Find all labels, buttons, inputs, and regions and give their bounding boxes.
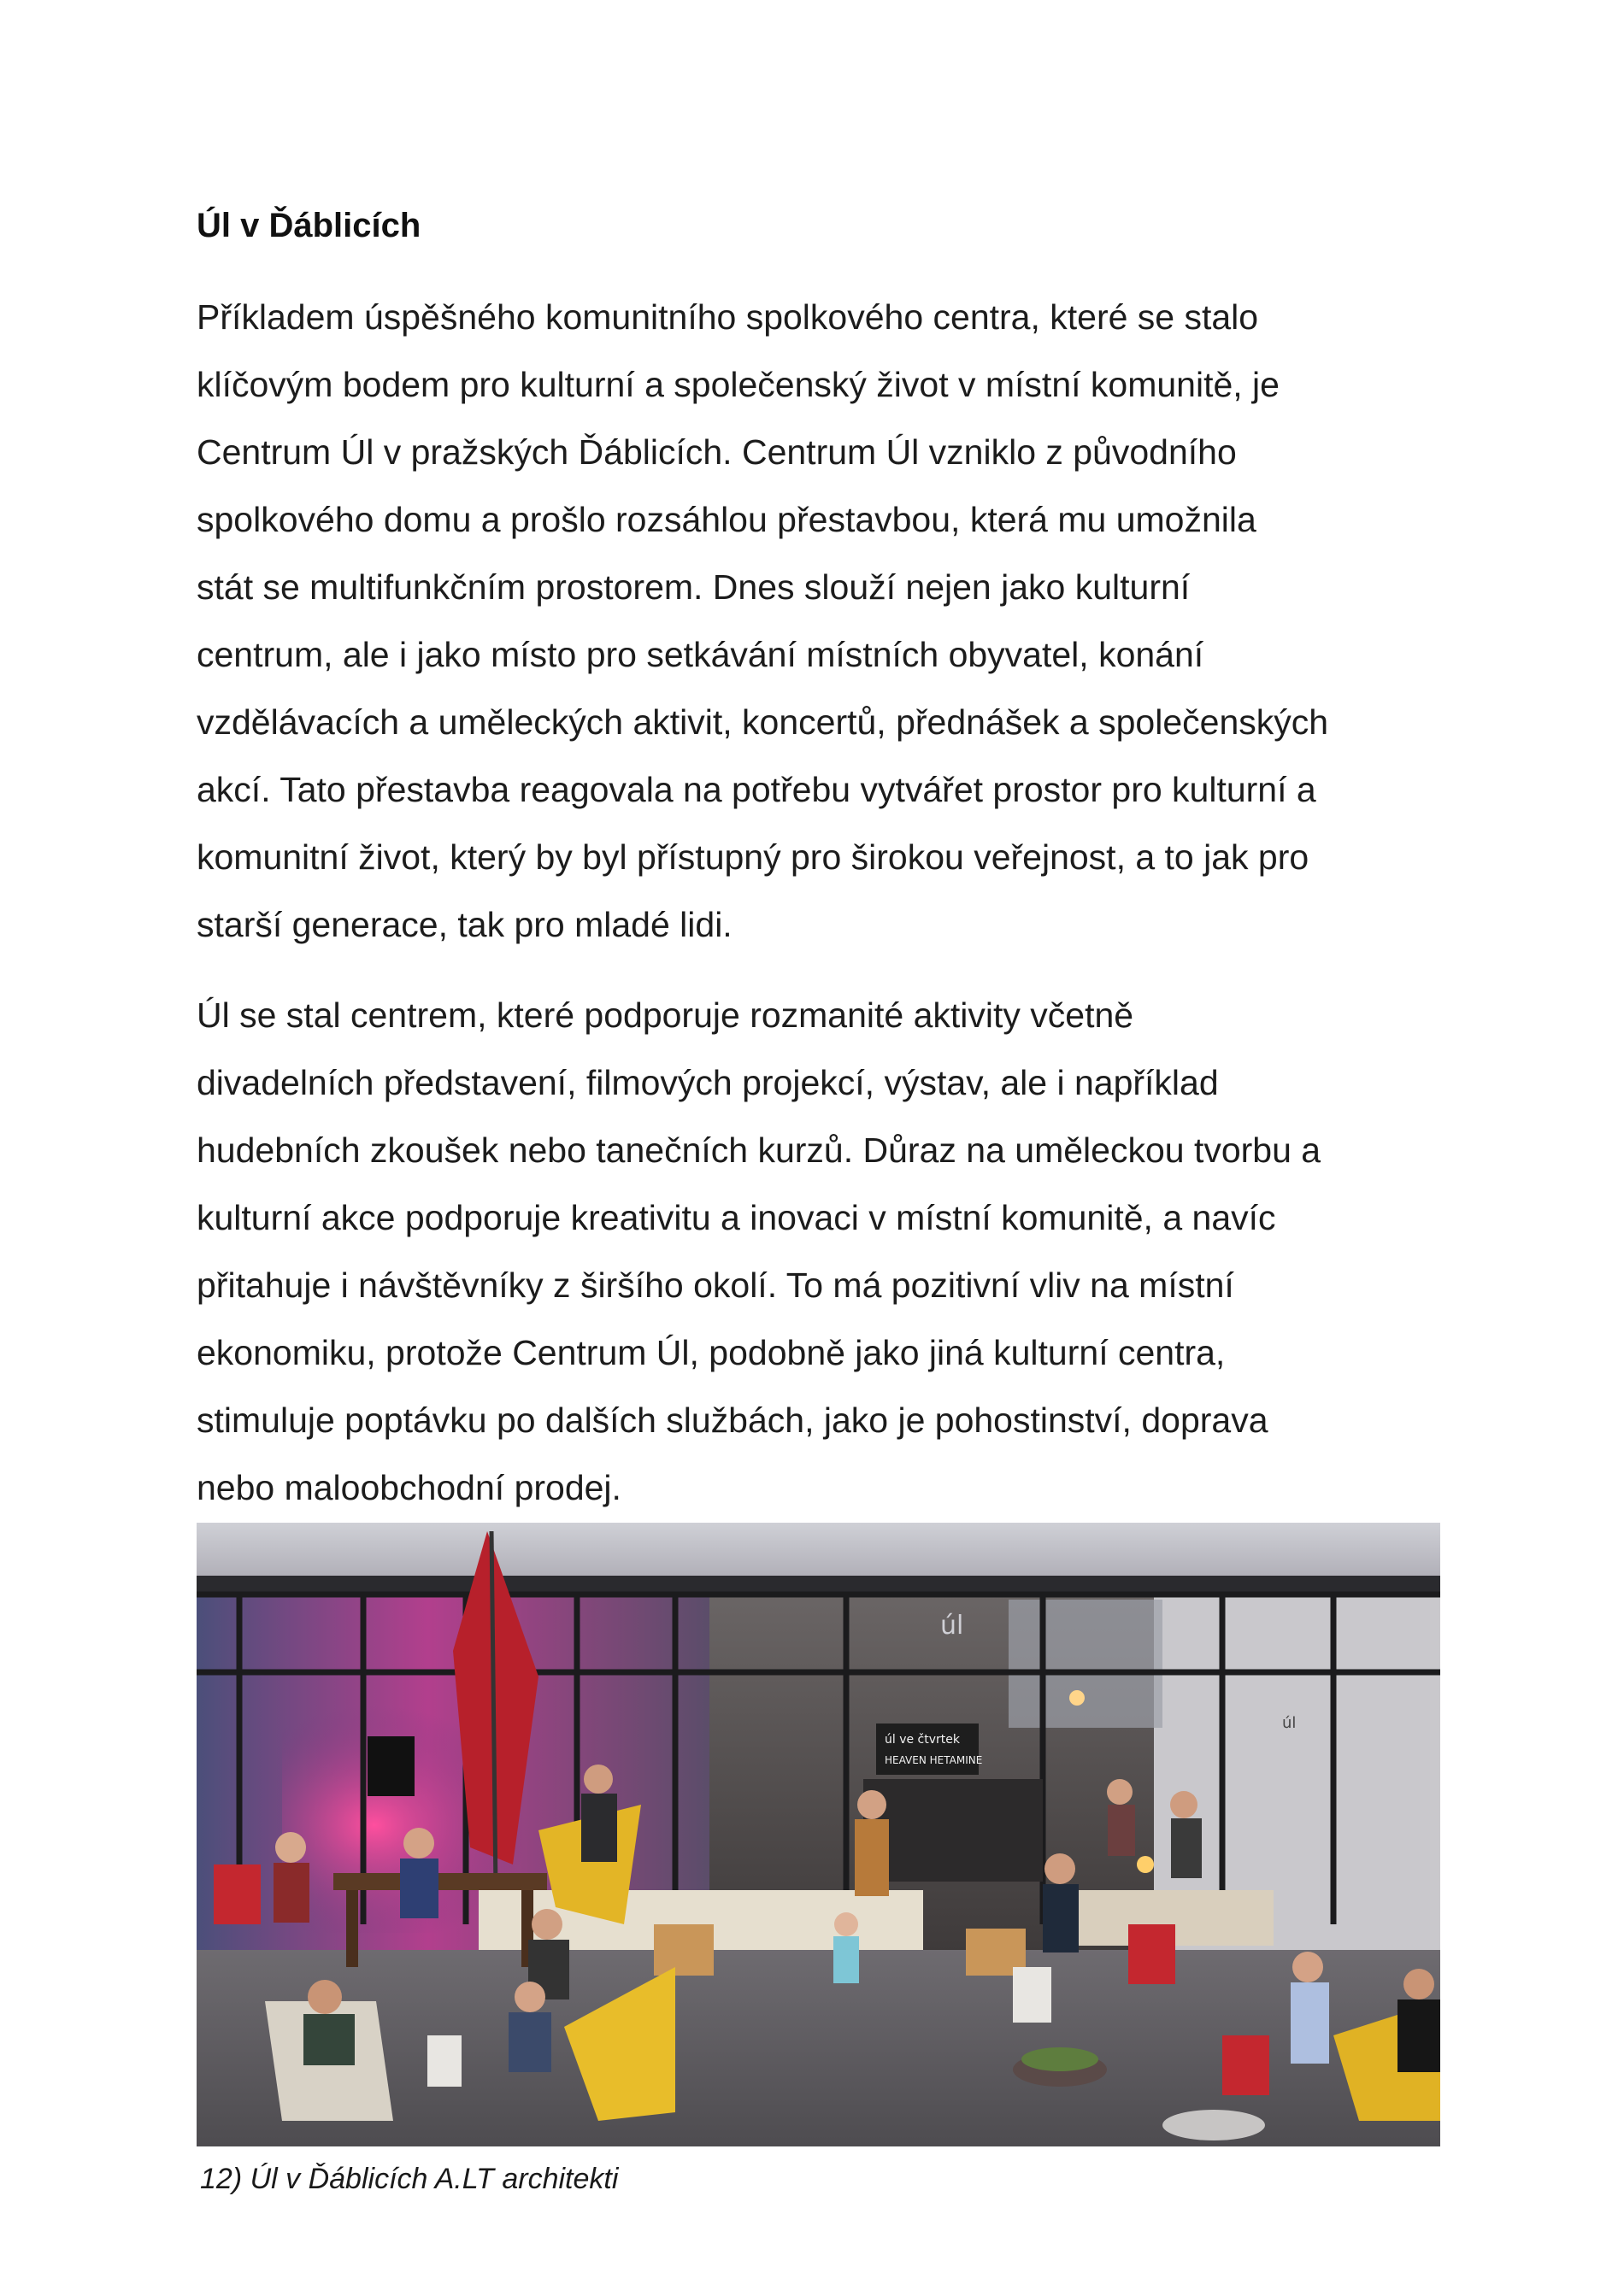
speaker-box — [368, 1736, 415, 1796]
text-line: komunitní život, který by byl přístupný pro širokou veřejnost, a to jak pro — [197, 837, 1309, 877]
paragraph-1 — [197, 284, 1440, 959]
text-line: starší generace, tak pro mladé lidi. — [197, 905, 733, 944]
wooden-table — [333, 1873, 547, 1890]
window-reflection — [1009, 1600, 1162, 1728]
top-logo: úl — [940, 1611, 964, 1641]
bar-counter — [863, 1779, 1043, 1882]
text-line: klíčovým bodem pro kulturní a společenský život v místní komunitě, je — [197, 365, 1280, 404]
text-line: přitahuje i návštěvníky z širšího okolí. To má pozitivní vliv na místní — [197, 1265, 1234, 1305]
planter-greens — [1021, 2047, 1098, 2071]
text-line: spolkového domu a prošlo rozsáhlou přestavbou, která mu umožnila — [197, 500, 1256, 539]
text-line: stimuluje poptávku po dalších službách, jako je pohostinství, doprava — [197, 1401, 1268, 1440]
text-line: stát se multifunkčním prostorem. Dnes slouží nejen jako kulturní — [197, 567, 1191, 607]
table-lamp — [1137, 1856, 1154, 1873]
white-bucket — [427, 2035, 462, 2087]
text-line: nebo maloobchodní prodej. — [197, 1468, 621, 1507]
window-logo: úl — [1282, 1714, 1297, 1732]
text-line: Příkladem úspěšného komunitního spolkového centra, které se stalo — [197, 297, 1259, 337]
text-line: divadelních představení, filmových projekcí, výstav, ale i například — [197, 1063, 1219, 1102]
red-chair-3 — [1222, 2035, 1269, 2095]
menu-board-text: úl ve čtvrtek — [885, 1733, 960, 1747]
text-line: Úl se stal centrem, které podporuje rozmanité aktivity včetně — [197, 995, 1134, 1035]
text-line: vzdělávacích a uměleckých aktivit, koncertů, přednášek a společenských — [197, 702, 1329, 742]
text-line: kulturní akce podporuje kreativitu a inovaci v místní komunitě, a navíc — [197, 1198, 1276, 1237]
text-line: akcí. Tato přestavba reagovala na potřebu vytvářet prostor pro kulturní a — [197, 770, 1316, 809]
section-heading: Úl v Ďáblicích — [197, 207, 421, 244]
text-line: centrum, ale i jako místo pro setkávání místních obyvatel, konání — [197, 635, 1204, 674]
concrete-bowl — [1162, 2110, 1265, 2140]
text-line: ekonomiku, protože Centrum Úl, podobně jako jiná kulturní centra, — [197, 1333, 1226, 1372]
text-line: Centrum Úl v pražských Ďáblicích. Centrum Úl vzniklo z původního — [197, 432, 1237, 472]
wooden-table-legs — [346, 1890, 358, 1967]
red-chair-2 — [1128, 1924, 1175, 1984]
text-line: hudebních zkoušek nebo tanečních kurzů. Důraz na uměleckou tvorbu a — [197, 1130, 1321, 1170]
paragraph-2 — [197, 982, 1440, 1522]
menu-board — [876, 1723, 979, 1775]
menu-board-text-2: HEAVEN HETAMINE — [885, 1754, 983, 1766]
white-bucket-2 — [1013, 1967, 1051, 2023]
photo-community-center-terrace — [197, 1523, 1440, 2146]
red-chair — [214, 1864, 261, 1924]
wooden-cube-seat — [654, 1924, 714, 1976]
photo-caption: 12) Úl v Ďáblicích A.LT architekti — [200, 2163, 619, 2195]
pendant-lamp — [1069, 1690, 1085, 1706]
